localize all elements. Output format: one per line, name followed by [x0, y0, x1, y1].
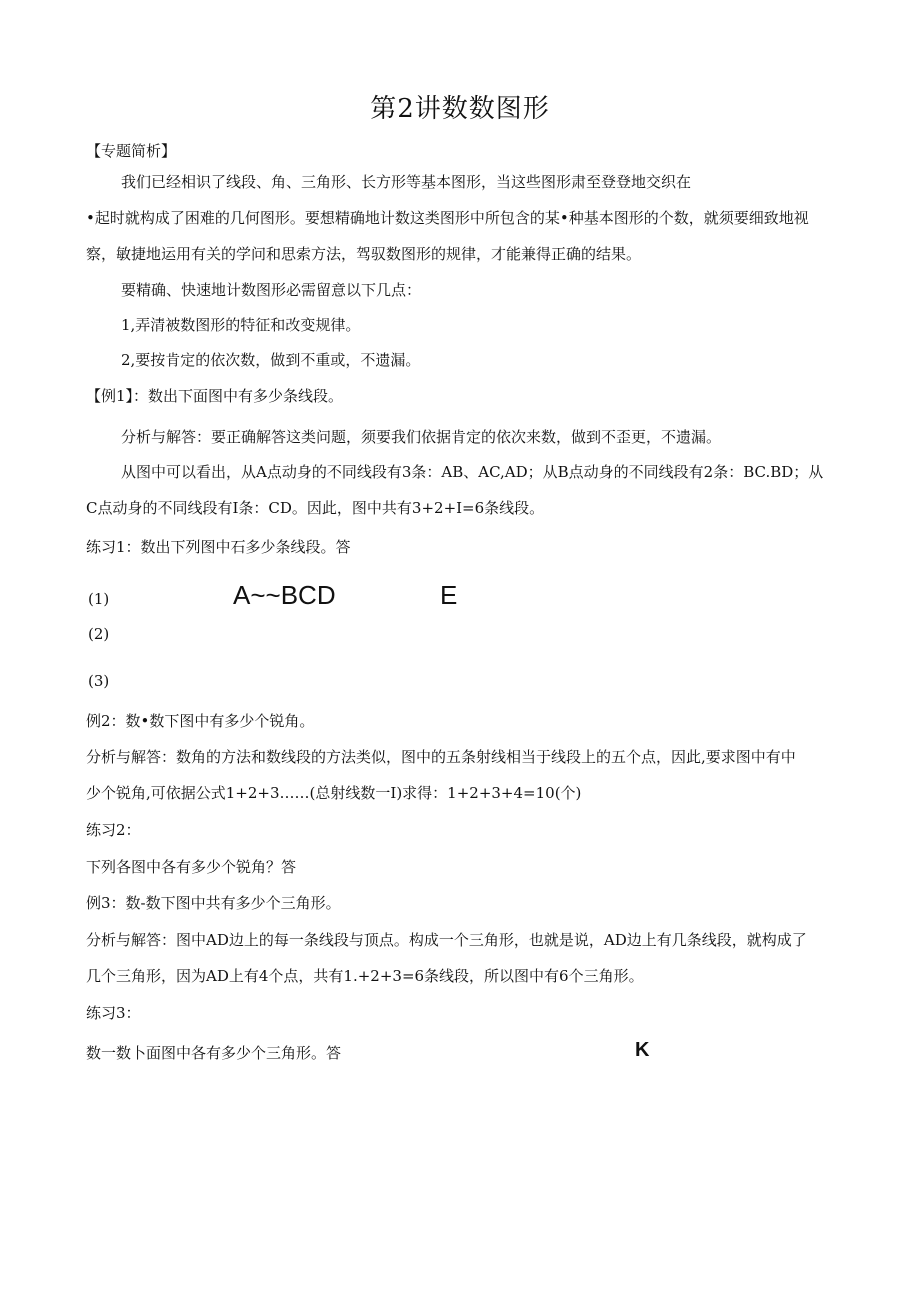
page-title: 第2讲数数图形 — [370, 94, 550, 124]
example-1-solution-line-1: 从图中可以看出，从A点动身的不同线段有3条：AB、AC,AD；从B点动身的不同线段有2条：BC.BD；从 — [121, 463, 824, 481]
example-2-analysis-line-1: 分析与解答：数角的方法和数线段的方法类似，图中的五条射线相当于线段上的五个点，因此,要求图中有中 — [86, 748, 796, 766]
practice-1-item-2-label: (2) — [88, 625, 110, 643]
intro-point-2: 2,要按肯定的依次数，做到不重或，不遗漏。 — [121, 351, 421, 369]
intro-paragraph-line-2: •起时就构成了困难的几何图形。要想精确地计数这类图形中所包含的某•种基本图形的个数，就须要细致地视 — [86, 209, 809, 227]
practice-1-item-3-label: (3) — [88, 672, 110, 690]
intro-point-1: 1,弄清被数图形的特征和改变规律。 — [121, 316, 361, 334]
example-3-heading: 例3：数-数下图中共有多少个三角形。 — [86, 894, 341, 912]
intro-paragraph-line-1: 我们已经相识了线段、角、三角形、长方形等基本图形，当这些图形肃至登登地交织在 — [121, 173, 692, 191]
practice-1-heading: 练习1：数出下列图中石多少条线段。答 — [86, 538, 351, 556]
intro-paragraph-line-3: 察，敏捷地运用有关的学问和思索方法，驾驭数图形的规律，才能兼得正确的结果。 — [86, 245, 642, 263]
practice-1-figure-1-point-e: E — [440, 580, 458, 610]
practice-3-figure-mark: K — [635, 1039, 650, 1061]
example-2-analysis-line-2: 少个锐角,可依据公式1+2+3……(总射线数一I)求得：1+2+3+4=10(个) — [86, 784, 582, 802]
practice-2-heading: 练习2： — [86, 821, 141, 839]
practice-3-heading: 练习3： — [86, 1004, 141, 1022]
practice-1-item-1-label: (1) — [88, 590, 110, 608]
example-3-analysis-line-1: 分析与解答：图中AD边上的每一条线段与顶点。构成一个三角形，也就是说，AD边上有几条线段，就构成了 — [86, 931, 807, 949]
intro-paragraph-2: 要精确、快速地计数图形必需留意以下几点： — [121, 281, 422, 299]
example-3-analysis-line-2: 几个三角形，因为AD上有4个点，共有1.+2+3=6条线段，所以图中有6个三角形。 — [86, 967, 644, 985]
example-2-heading: 例2：数•数下图中有多少个锐角。 — [86, 712, 315, 730]
example-1-solution-line-2: C点动身的不同线段有I条：CD。因此，图中共有3+2+I=6条线段。 — [86, 499, 545, 517]
intro-heading: 【专题简析】 — [86, 142, 177, 160]
example-1-analysis: 分析与解答：要正确解答这类问题，须要我们依据肯定的依次来数，做到不歪更，不遗漏。 — [121, 428, 722, 446]
practice-2-question: 下列各图中各有多少个锐角？答 — [86, 858, 297, 876]
example-1-heading: 【例1】：数出下面图中有多少条线段。 — [86, 387, 344, 405]
practice-3-question: 数一数卜面图中各有多少个三角形。答 — [86, 1044, 342, 1062]
practice-1-figure-1-points: A~~BCD — [233, 580, 336, 610]
